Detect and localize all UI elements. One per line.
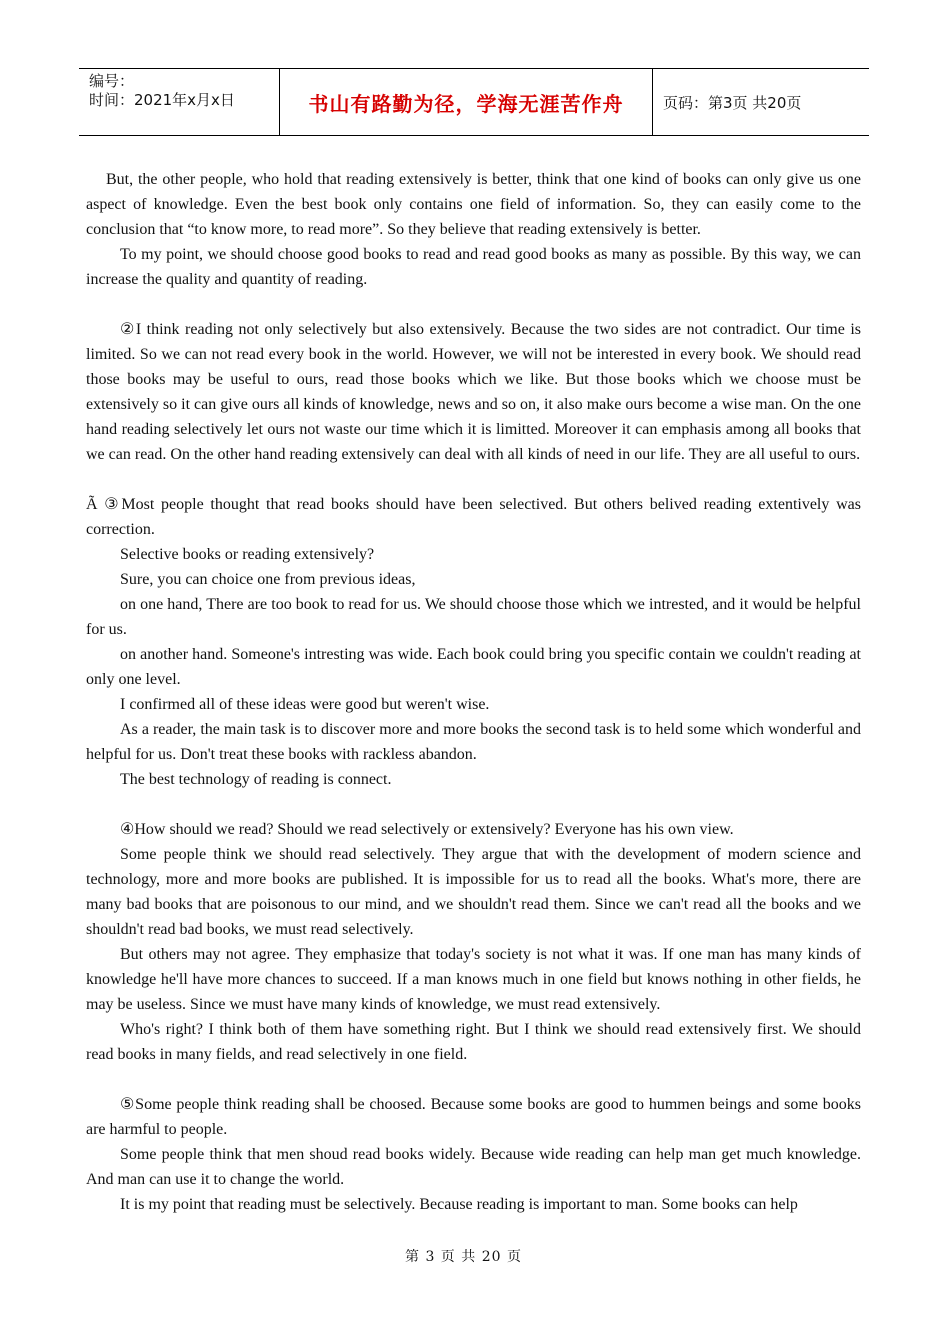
paragraph: ⑤Some people think reading shall be choosed. Because some books are good to hummen beings and some books are harmful to people.	[86, 1096, 861, 1138]
page-header	[79, 68, 869, 136]
paragraph: It is my point that reading must be selectively. Because reading is important to man. Some books can help	[120, 1196, 798, 1213]
paragraph: Some people think we should read selectively. They argue that with the development of modern science and technology, more and more books are published. It is impossible for us to read all the books. What's more, there are many bad books that are poisonous to our mind, and we shouldn't read them. Since we can't read all the books and we shouldn't read bad books, we must read selectively.	[86, 846, 861, 938]
paragraph: To my point, we should choose good books to read and read good books as many as possible. By this way, we can increase the quality and quantity of reading.	[86, 246, 861, 288]
header-meta	[79, 69, 280, 135]
paragraph: ②I think reading not only selectively but also extensively. Because the two sides are not contradict. Our time is limited. So we can not read every book in the world. However, we will not be interested in every book. We should read those books may be useful to ours, read those books which we like. But those books which we choose must be extensively so it can give ours all kinds of knowledge, news and so on, it also make ours become a wise man. On the one hand reading selectively let ours not waste our time which it is limitted. Moreover it can emphasis among all books that we can read. On the other hand reading extensively can deal with all kinds of need in our life. They are all useful to ours.	[86, 321, 861, 463]
paragraph: Some people think that men shoud read books widely. Because wide reading can help man get much knowledge. And man can use it to change the world.	[86, 1146, 861, 1188]
paragraph: I confirmed all of these ideas were good but weren't wise.	[120, 696, 490, 713]
number-label: 编号：	[89, 72, 135, 90]
paragraph: The best technology of reading is connect.	[120, 771, 392, 788]
document-body	[86, 167, 861, 1217]
header-page-info: 页码：第3页 共20页	[663, 93, 802, 112]
paragraph: But, the other people, who hold that reading extensively is better, think that one kind of books can only give us one aspect of knowledge. Even the best book only contains one field of information. So, they can easily come to the conclusion that “to know more, to read more”. So they believe that reading extensively is better.	[86, 171, 861, 238]
paragraph: on another hand. Someone's intresting was wide. Each book could bring you specific contain we couldn't reading at only one level.	[86, 646, 861, 688]
page-footer: 第 3 页 共 20 页	[405, 1249, 522, 1265]
paragraph: As a reader, the main task is to discover more and more books the second task is to held some which wonderful and helpful for us. Don't treat these books with rackless abandon.	[86, 721, 861, 763]
paragraph: Ã ③Most people thought that read books should have been selectived. But others belived reading extentively was correction.	[86, 496, 861, 538]
paragraph: Selective books or reading extensively?	[120, 546, 375, 563]
time-label: 时间：2021年x月x日	[89, 91, 235, 109]
header-motto: 书山有路勤为径，学海无涯苦作舟	[280, 69, 653, 135]
paragraph: Sure, you can choice one from previous ideas,	[120, 571, 416, 588]
paragraph: But others may not agree. They emphasize that today's society is not what it was. If one man has many kinds of knowledge he'll have more chances to succeed. If a man knows much in one field but knows nothing in other fields, he may be useless. Since we must have many kinds of knowledge, we must read extensively.	[86, 946, 861, 1013]
paragraph: ④How should we read? Should we read selectively or extensively? Everyone has his own view.	[120, 821, 734, 838]
paragraph: on one hand, There are too book to read for us. We should choose those which we intrested, and it would be helpful for us.	[86, 596, 861, 638]
paragraph: Who's right? I think both of them have something right. But I think we should read extensively first. We should read books in many fields, and read selectively in one field.	[86, 1021, 861, 1063]
